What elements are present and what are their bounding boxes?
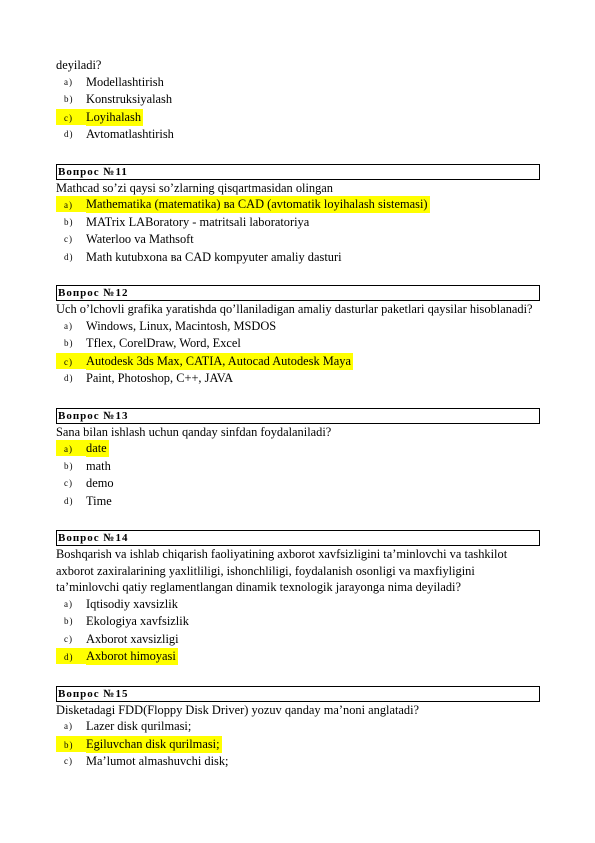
answer-options [56, 440, 540, 510]
option-text: Avtomatlashtirish [86, 127, 174, 141]
option-letter: d) [64, 251, 74, 262]
answer-option [56, 353, 540, 371]
option-letter: c) [56, 353, 86, 369]
option-letter: d) [64, 129, 74, 139]
option-letter: c) [56, 109, 86, 125]
option-text: Math kutubxona ва CAD kompyuter amaliy dasturi [86, 249, 342, 264]
option-text: Modellashtirish [86, 74, 164, 89]
answer-option [56, 370, 540, 388]
answer-option [56, 231, 540, 249]
option-text: Windows, Linux, Macintosh, MSDOS [86, 318, 277, 333]
option-text: Time [86, 493, 112, 508]
question-text: deyiladi? [56, 58, 102, 72]
option-letter: b) [64, 216, 74, 227]
option-text: Ekologiya xavfsizlik [86, 614, 189, 628]
answer-option [56, 196, 540, 214]
option-letter: c) [64, 234, 73, 244]
answer-option [56, 718, 540, 736]
answer-option [56, 91, 540, 109]
answer-options [56, 718, 540, 771]
question-header: Вопрос №13 [56, 408, 540, 424]
answer-option [56, 475, 540, 493]
question-text: Boshqarish va ishlab chiqarish faoliyatining axborot xavfsizligini ta’minlovchi va tashkilot axborot zaxiralarining yaxlitliligi, ishonchliligi, foydalanish osonligi va maxfiyligini ta’minlovchi qatiy reglamentlangan dinamik texnologik jarayonga nima deyiladi? [56, 547, 508, 594]
option-text: date [86, 441, 107, 455]
option-letter: c) [64, 478, 73, 488]
option-letter: d) [64, 373, 74, 383]
answer-option [56, 458, 540, 476]
question-text: Mathcad so’zi qaysi so’zlarning qisqartmasidan olingan [56, 180, 333, 195]
answer-option [56, 109, 540, 127]
option-letter: a) [56, 440, 86, 456]
option-text: MATrix LABoratory - matritsali laboratoriya [86, 214, 310, 229]
option-letter: b) [64, 338, 74, 348]
option-letter: b) [64, 616, 74, 626]
question-text: Disketadagi FDD(Floppy Disk Driver) yozuv qanday ma’noni anglatadi? [56, 702, 420, 717]
answer-option [56, 335, 540, 353]
answer-option [56, 440, 540, 458]
answer-options [56, 318, 540, 388]
option-letter: a) [64, 598, 73, 609]
option-letter: a) [64, 721, 73, 731]
option-letter: d) [64, 495, 74, 506]
option-text: Paint, Photoshop, C++, JAVA [86, 371, 234, 385]
answer-options [56, 596, 540, 666]
option-letter: d) [56, 648, 86, 664]
answer-options [56, 196, 540, 266]
option-text: Axborot himoyasi [86, 649, 176, 663]
option-text: Waterloo va Mathsoft [86, 232, 194, 246]
document-page [56, 0, 540, 771]
option-text: Mathematika (matematika) ва CAD (avtomatik loyihalash sistemasi) [86, 197, 428, 211]
option-letter: c) [64, 756, 73, 766]
option-text: Lazer disk qurilmasi; [86, 719, 192, 733]
option-text: Konstruksiyalash [86, 92, 173, 106]
option-text: Iqtisodiy xavsizlik [86, 596, 178, 611]
option-letter: c) [64, 633, 73, 644]
option-text: Autodesk 3ds Max, CATIA, Autocad Autodesk Maya [86, 353, 351, 368]
option-text: Axborot xavsizligi [86, 631, 179, 646]
answer-option [56, 753, 540, 771]
option-letter: a) [64, 76, 73, 87]
option-text: Tflex, CorelDraw, Word, Excel [86, 336, 241, 350]
option-letter: a) [56, 196, 86, 212]
option-letter: a) [64, 320, 73, 331]
answer-option [56, 214, 540, 232]
option-letter: b) [64, 94, 74, 104]
option-text: Ma’lumot almashuvchi disk; [86, 754, 229, 768]
option-text: math [86, 458, 111, 473]
option-letter: b) [64, 460, 74, 471]
answer-option [56, 613, 540, 631]
question-text: Sana bilan ishlash uchun qanday sinfdan foydalaniladi? [56, 424, 332, 439]
answer-option [56, 318, 540, 336]
question-header: Вопрос №11 [56, 164, 540, 180]
answer-option [56, 126, 540, 144]
option-text: demo [86, 476, 114, 490]
question-header: Вопрос №15 [56, 686, 540, 702]
question-header: Вопрос №14 [56, 530, 540, 546]
answer-option [56, 493, 540, 511]
option-text: Egiluvchan disk qurilmasi; [86, 736, 220, 751]
answer-option [56, 74, 540, 92]
question-header: Вопрос №12 [56, 285, 540, 301]
question-text: Uch o’lchovli grafika yaratishda qo’llaniladigan amaliy dasturlar paketlari qaysilar hisoblanadi? [56, 302, 533, 316]
option-text: Loyihalash [86, 109, 142, 124]
option-letter: b) [56, 736, 86, 752]
answer-option [56, 631, 540, 649]
answer-option [56, 648, 540, 666]
answer-option [56, 249, 540, 267]
answer-options [56, 74, 540, 144]
answer-option [56, 596, 540, 614]
answer-option [56, 736, 540, 754]
